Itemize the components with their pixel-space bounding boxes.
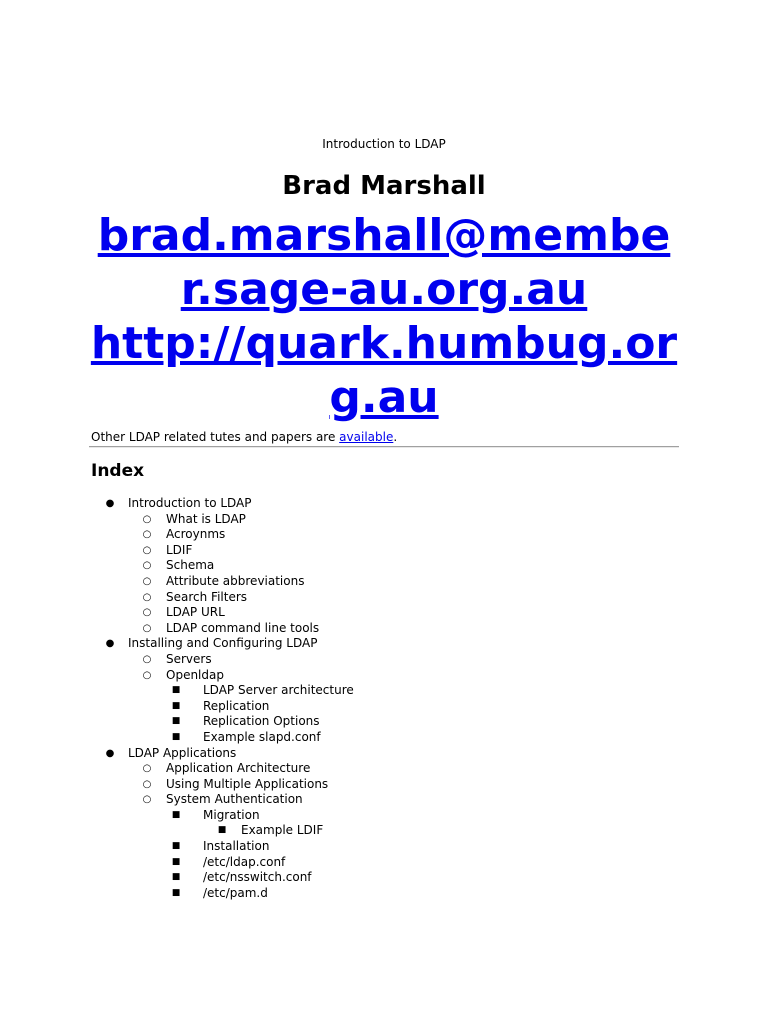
bullet-icon: ○ (142, 669, 152, 681)
index-item-level-1 (0, 636, 768, 652)
bullet-icon: ○ (142, 544, 152, 556)
index-item-level-3 (0, 699, 768, 715)
bullet-icon: ○ (142, 560, 152, 572)
index-item-level-3 (0, 730, 768, 746)
index-item-level-3 (0, 870, 768, 886)
index-list (0, 496, 768, 901)
bullet-icon: ■ (171, 700, 181, 711)
bullet-icon: ■ (171, 872, 181, 883)
bullet-icon: ● (105, 747, 115, 759)
index-item-label: /etc/ldap.conf (203, 854, 286, 869)
bullet-icon: ○ (142, 653, 152, 665)
index-item-level-2 (0, 574, 768, 590)
index-item-level-2 (0, 512, 768, 528)
document-title: Introduction to LDAP (322, 137, 446, 151)
index-item-label: Application Architecture (166, 761, 311, 776)
bullet-icon: ○ (142, 794, 152, 806)
index-item-level-2 (0, 543, 768, 559)
index-item-label: Migration (203, 807, 260, 822)
index-item-level-1 (0, 746, 768, 762)
index-item-label: Using Multiple Applications (166, 776, 329, 791)
index-heading: Index (91, 461, 145, 481)
index-item-label: Acroynms (166, 527, 226, 542)
index-item-level-2 (0, 605, 768, 621)
index-item-label: Replication (203, 698, 270, 713)
index-item-label: Example slapd.conf (203, 729, 321, 744)
index-item-level-2 (0, 792, 768, 808)
homepage-link[interactable]: http://quark.humbug.org.au (90, 318, 678, 423)
index-item-label: Replication Options (203, 714, 320, 729)
index-item-level-2 (0, 668, 768, 684)
bullet-icon: ■ (171, 887, 181, 898)
email-link[interactable]: brad.marshall@member.sage-au.org.au (97, 210, 671, 315)
index-item-level-3 (0, 683, 768, 699)
index-item-level-4 (0, 823, 768, 839)
index-item-label: Search Filters (166, 589, 248, 604)
index-item-label: LDIF (166, 542, 193, 557)
index-item-label: Attribute abbreviations (166, 573, 305, 588)
index-item-label: Openldap (166, 667, 224, 682)
index-item-level-3 (0, 839, 768, 855)
index-item-label: Servers (166, 651, 212, 666)
contact-links (88, 209, 680, 425)
bullet-icon: ○ (142, 607, 152, 619)
index-item-level-3 (0, 855, 768, 871)
bullet-icon: ○ (142, 778, 152, 790)
available-link[interactable]: available (339, 430, 394, 444)
horizontal-rule (89, 446, 679, 448)
index-item-label: LDAP command line tools (166, 620, 320, 635)
index-item-label: Example LDIF (241, 823, 324, 838)
author-name: Brad Marshall (282, 171, 486, 201)
bullet-icon: ■ (217, 825, 227, 836)
bullet-icon: ○ (142, 529, 152, 541)
index-item-level-1 (0, 496, 768, 512)
bullet-icon: ○ (142, 513, 152, 525)
bullet-icon: ● (105, 638, 115, 650)
index-item-level-2 (0, 777, 768, 793)
bullet-icon: ○ (142, 622, 152, 634)
index-item-level-2 (0, 761, 768, 777)
bullet-icon: ■ (171, 685, 181, 696)
index-item-label: LDAP Applications (128, 745, 237, 760)
index-item-level-2 (0, 621, 768, 637)
index-item-level-2 (0, 590, 768, 606)
bullet-icon: ■ (171, 731, 181, 742)
index-item-label: What is LDAP (166, 511, 246, 526)
index-item-label: /etc/nsswitch.conf (203, 870, 312, 885)
bullet-icon: ○ (142, 591, 152, 603)
index-item-level-2 (0, 527, 768, 543)
index-item-label: /etc/pam.d (203, 885, 268, 900)
bullet-icon: ■ (171, 716, 181, 727)
index-item-level-3 (0, 714, 768, 730)
bullet-icon: ○ (142, 763, 152, 775)
index-item-label: LDAP URL (166, 605, 225, 620)
bullet-icon: ■ (171, 809, 181, 820)
index-item-level-3 (0, 886, 768, 902)
index-item-level-3 (0, 808, 768, 824)
index-item-label: LDAP Server architecture (203, 683, 354, 698)
index-item-label: Installation (203, 839, 270, 854)
related-papers-note (91, 430, 397, 444)
note-text: Other LDAP related tutes and papers are (91, 430, 340, 444)
index-item-label: Schema (166, 558, 215, 573)
index-item-level-2 (0, 558, 768, 574)
bullet-icon: ■ (171, 856, 181, 867)
index-item-label: Introduction to LDAP (128, 496, 252, 510)
note-period: . (393, 430, 398, 444)
bullet-icon: ■ (171, 841, 181, 852)
bullet-icon: ○ (142, 575, 152, 587)
index-item-label: System Authentication (166, 792, 303, 807)
index-item-level-2 (0, 652, 768, 668)
index-item-label: Installing and Configuring LDAP (128, 636, 318, 651)
bullet-icon: ● (105, 498, 115, 509)
